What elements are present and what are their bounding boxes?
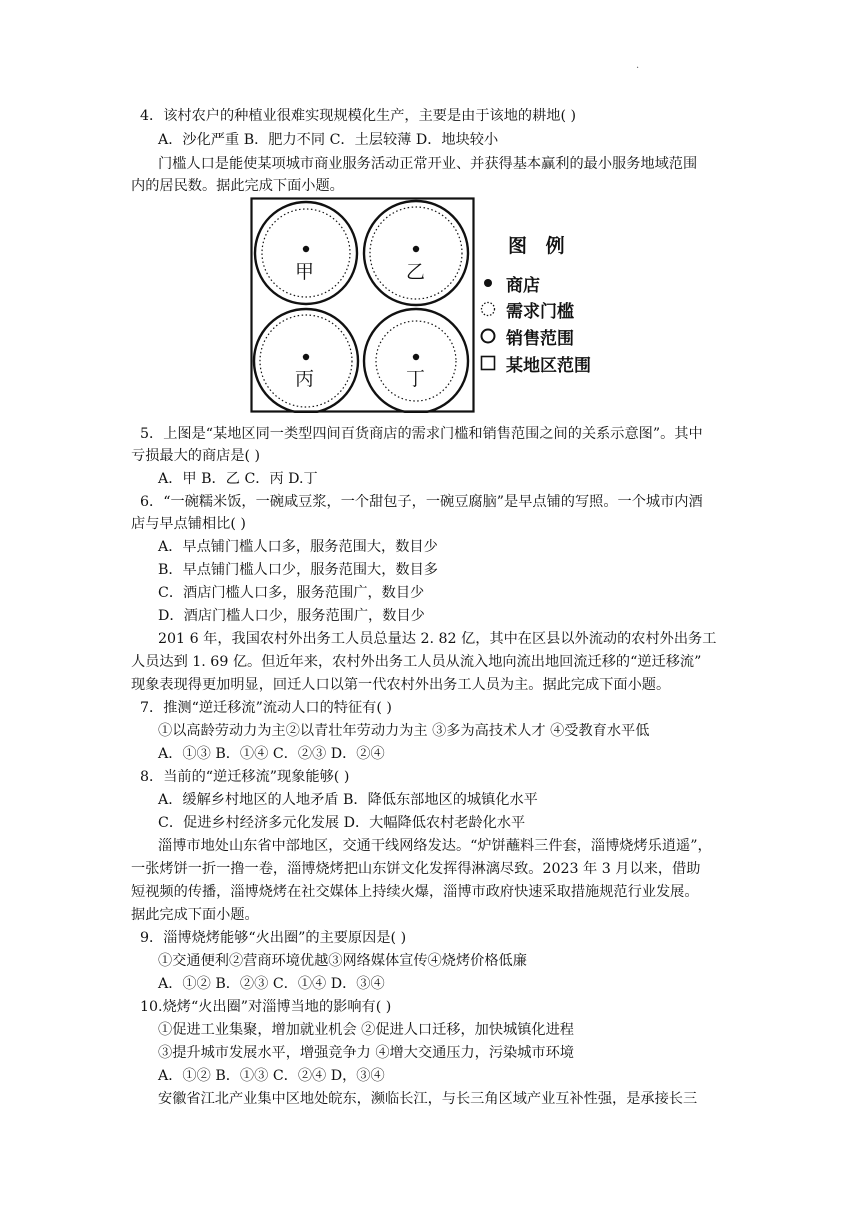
q9-stem: 9．淄博烧烤能够“火出圈”的主要原因是( ) (140, 930, 407, 946)
sales-range-yi (364, 201, 468, 305)
legend-item-region (480, 351, 591, 375)
intro3-line4: 据此完成下面小题。 (131, 907, 259, 923)
top-mark: · (636, 63, 640, 74)
shop-ding (413, 354, 419, 360)
sales-range-bing (254, 309, 358, 413)
q6-option-a: A．早点铺门槛人口多，服务范围大，数目少 (158, 539, 438, 555)
q5-line2: 亏损最大的商店是( ) (131, 448, 261, 464)
intro1-line2: 内的居民数。据此完成下面小题。 (131, 178, 344, 194)
square-icon (480, 355, 496, 371)
intro3-line1: 淄博市地处山东省中部地区，交通干线网络发达。“炉饼蘸料三件套，淄博烧烤乐逍遥”， (158, 838, 712, 854)
shop-label-bing: 丙 (295, 368, 315, 390)
q8-stem: 8．当前的“逆迁移流”现象能够( ) (140, 769, 350, 785)
shop-label-jia: 甲 (295, 261, 315, 283)
q6-line1: 6．“一碗糯米饭，一碗咸豆浆，一个甜包子，一碗豆腐脑”是早点铺的写照。一个城市内酒 (140, 494, 703, 510)
legend-label: 商店 (506, 275, 540, 296)
shop-yi (413, 246, 419, 252)
legend-title: 图 例 (508, 235, 571, 257)
sales-range-jia (255, 202, 357, 304)
intro2-line3: 现象表现得更加明显，回迁人口以第一代农村外出务工人员为主。据此完成下面小题。 (131, 677, 671, 693)
legend-item-sales-range (480, 324, 574, 348)
intro2-line2: 人员达到 1. 69 亿。但近年来，农村外出务工人员从流入地向流出地回流迁移的“逆迁移流” (131, 654, 702, 670)
q8-options-2: C．促进乡村经济多元化发展 D．大幅降低农村老龄化水平 (158, 815, 526, 831)
q5-line1: 5．上图是“某地区同一类型四间百货商店的需求门槛和销售范围之间的关系示意图”。其中 (140, 426, 703, 442)
q6-option-c: C．酒店门槛人口多，服务范围广，数目少 (158, 585, 425, 601)
q7-options: A．①③ B．①④ C．②③ D．②④ (158, 746, 385, 762)
shop-jia (303, 246, 309, 252)
q10-items-2: ③提升城市发展水平，增强竞争力 ④增大交通压力，污染城市环境 (158, 1045, 574, 1061)
dot-icon (480, 275, 496, 291)
q9-items: ①交通便利②营商环境优越③网络媒体宣传④烧烤价格低廉 (158, 953, 527, 969)
intro3-line2: 一张烤饼一折一撸一卷，淄博烧烤把山东饼文化发挥得淋漓尽致。2023 年 3 月以来，借助 (131, 861, 701, 877)
q10-items-1: ①促进工业集聚，增加就业机会 ②促进人口迁移，加快城镇化进程 (158, 1022, 574, 1038)
intro2-line1: 201 6 年，我国农村外出务工人员总量达 2. 82 亿，其中在区县以外流动的农村外出务工 (158, 631, 717, 647)
legend-label: 销售范围 (506, 328, 574, 349)
q8-options-1: A．缓解乡村地区的人地矛盾 B．降低东部地区的城镇化水平 (158, 792, 538, 808)
legend-label: 需求门槛 (506, 301, 574, 322)
shop-bing (303, 354, 309, 360)
legend-item-shop (480, 271, 540, 295)
threshold-yi (370, 207, 462, 299)
circle-icon (480, 328, 496, 344)
intro4-line1: 安徽省江北产业集中区地处皖东，濒临长江，与长三角区域产业互补性强，是承接长三 (158, 1091, 698, 1107)
q9-options: A．①② B．②③ C．①④ D．③④ (158, 976, 385, 992)
q6-option-d: D．酒店门槛人口少，服务范围广，数目少 (158, 608, 425, 624)
sales-range-ding (364, 309, 468, 413)
q10-stem: 10.烧烤“火出圈”对淄博当地的影响有( ) (140, 999, 392, 1015)
shop-threshold-figure (250, 197, 612, 413)
q6-line2: 店与早点铺相比( ) (131, 516, 246, 532)
q4-stem: 4．该村农户的种植业很难实现规模化生产，主要是由于该地的耕地( ) (140, 108, 577, 124)
region-boundary (252, 199, 474, 412)
legend-label: 某地区范围 (506, 355, 591, 376)
shop-label-ding: 丁 (406, 368, 426, 390)
q6-option-b: B．早点铺门槛人口少，服务范围大，数目多 (158, 562, 438, 578)
q7-stem: 7．推测“逆迁移流”流动人口的特征有( ) (140, 700, 392, 716)
dashed-circle-icon (480, 301, 496, 317)
q10-options: A．①② B．①③ C．②④ D，③④ (158, 1068, 385, 1084)
shop-label-yi: 乙 (406, 261, 426, 283)
q7-items: ①以高龄劳动力为主②以青壮年劳动力为主 ③多为高技术人才 ④受教育水平低 (158, 723, 650, 739)
intro1-line1: 门槛人口是能使某项城市商业服务活动正常开业、并获得基本赢利的最小服务地域范围 (158, 156, 698, 172)
q4-options: A．沙化严重 B．肥力不同 C．土层较薄 D．地块较小 (158, 132, 499, 148)
threshold-bing (260, 315, 352, 407)
q5-options: A．甲 B．乙 C．丙 D.丁 (158, 471, 318, 487)
legend-item-threshold (480, 297, 574, 321)
intro3-line3: 短视频的传播，淄博烧烤在社交媒体上持续火爆，淄博市政府快速采取措施规范行业发展。 (131, 884, 699, 900)
